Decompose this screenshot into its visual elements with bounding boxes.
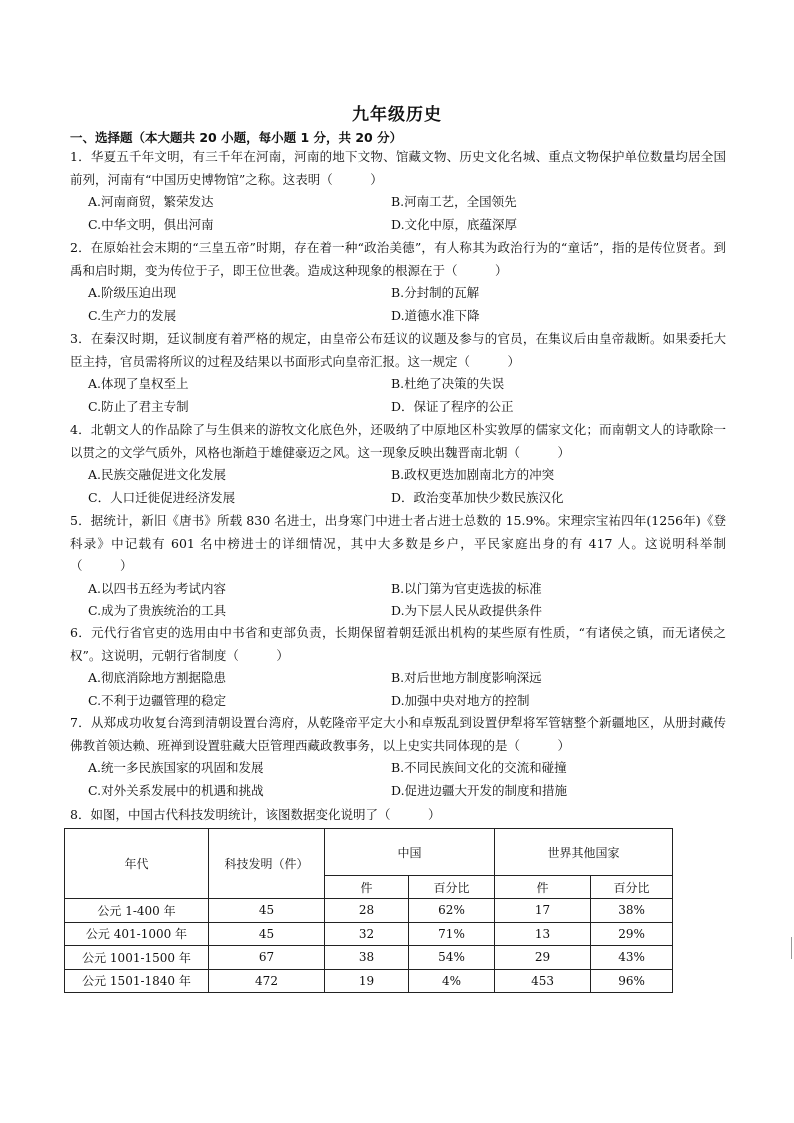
cell-world-percent: 96% bbox=[591, 969, 673, 993]
cell-world-count: 29 bbox=[495, 946, 591, 970]
question-options bbox=[70, 464, 726, 509]
question-1 bbox=[70, 146, 726, 236]
question-5 bbox=[70, 510, 726, 623]
cell-period: 公元 401-1000 年 bbox=[65, 922, 209, 946]
question-3 bbox=[70, 328, 726, 418]
question-stem: 3．在秦汉时期，廷议制度有着严格的规定，由皇帝公布廷议的议题及参与的官员，在集议后由皇帝裁断。如果委托大臣主持，官员需将所议的过程及结果以书面形式向皇帝汇报。这一规定（ ） bbox=[70, 331, 726, 369]
question-options bbox=[70, 191, 726, 236]
header-total: 科技发明（件） bbox=[209, 829, 325, 899]
cell-world-percent: 38% bbox=[591, 899, 673, 923]
option-b: B.对后世地方制度影响深远 bbox=[391, 670, 542, 685]
cell-china-percent: 62% bbox=[409, 899, 495, 923]
question-options bbox=[70, 667, 726, 712]
option-c: C.生产力的发展 bbox=[88, 307, 177, 323]
option-c: C.成为了贵族统治的工具 bbox=[88, 603, 227, 618]
invention-statistics-table bbox=[64, 828, 673, 993]
option-c: C.不利于边疆管理的稳定 bbox=[88, 692, 227, 708]
page-edge-mark bbox=[791, 937, 792, 959]
option-a: A.以四书五经为考试内容 bbox=[88, 580, 227, 596]
option-a: A.统一多民族国家的巩固和发展 bbox=[88, 760, 264, 775]
question-stem: 7．从郑成功收复台湾到清朝设置台湾府，从乾隆帝平定大小和卓叛乱到设置伊犁将军管辖整个新疆地区，从册封藏传佛教首领达赖、班禅到设置驻藏大臣管理西藏政教事务，以上史实共同体现的是（ ） bbox=[70, 715, 726, 753]
option-d: D.促进边疆大开发的制度和措施 bbox=[391, 782, 568, 798]
question-stem: 8．如图，中国古代科技发明统计，该图数据变化说明了（ ） bbox=[70, 807, 441, 822]
question-8 bbox=[70, 804, 726, 827]
table-row bbox=[65, 922, 673, 946]
section-heading: 一、选择题（本大题共 20 小题，每小题 1 分，共 20 分） bbox=[70, 130, 403, 145]
cell-period: 公元 1001-1500 年 bbox=[65, 946, 209, 970]
cell-china-count: 38 bbox=[325, 946, 409, 970]
cell-china-percent: 54% bbox=[409, 946, 495, 970]
question-options bbox=[70, 373, 726, 418]
header-world-count: 件 bbox=[495, 876, 591, 899]
question-options bbox=[70, 578, 726, 623]
question-options bbox=[70, 282, 726, 327]
cell-total: 45 bbox=[209, 922, 325, 946]
cell-china-percent: 71% bbox=[409, 922, 495, 946]
cell-world-percent: 43% bbox=[591, 946, 673, 970]
cell-china-count: 28 bbox=[325, 899, 409, 923]
option-a: A.彻底消除地方割据隐患 bbox=[88, 670, 227, 685]
cell-total: 472 bbox=[209, 969, 325, 993]
option-b: B.河南工艺，全国领先 bbox=[391, 194, 517, 209]
table-row bbox=[65, 969, 673, 993]
option-b: B.分封制的瓦解 bbox=[391, 285, 480, 300]
question-stem: 4．北朝文人的作品除了与生俱来的游牧文化底色外，还吸纳了中原地区朴实敦厚的儒家文化；而南朝文人的诗歌除一以贯之的文学气质外，风格也渐趋于雄健豪迈之风。这一现象反映出魏晋南北朝（ ） bbox=[70, 422, 726, 460]
option-c: C.防止了君主专制 bbox=[88, 398, 189, 414]
cell-world-count: 453 bbox=[495, 969, 591, 993]
question-stem: 2．在原始社会末期的“三皇五帝”时期，存在着一种“政治美德”，有人称其为政治行为的“童话”，指的是传位贤者。到禹和启时期，变为传位于子，即王位世袭。造成这种现象的根源在于（ ） bbox=[70, 240, 726, 278]
option-b: B.以门第为官吏选拔的标准 bbox=[391, 580, 542, 596]
cell-china-count: 19 bbox=[325, 969, 409, 993]
cell-world-percent: 29% bbox=[591, 922, 673, 946]
option-d: D.道德水准下降 bbox=[391, 307, 480, 323]
option-c: C．人口迁徙促进经济发展 bbox=[88, 489, 236, 505]
table-row bbox=[65, 946, 673, 970]
cell-world-count: 13 bbox=[495, 922, 591, 946]
question-stem: 5．据统计，新旧《唐书》所载 830 名进士，出身寒门中进士者占进士总数的 15.9%。宋理宗宝祐四年(1256年)《登科录》中记载有 601 名中榜进士的详细情况，其中大多数是乡户，平民家庭出身的有 417 人。这说明科举制（ ） bbox=[70, 513, 726, 573]
cell-world-count: 17 bbox=[495, 899, 591, 923]
option-d: D.文化中原，底蕴深厚 bbox=[391, 216, 518, 232]
cell-total: 67 bbox=[209, 946, 325, 970]
page-title: 九年级历史 bbox=[352, 105, 442, 125]
option-a: A.体现了皇权至上 bbox=[88, 376, 189, 391]
question-2 bbox=[70, 237, 726, 327]
question-options bbox=[70, 757, 726, 802]
option-a: A.河南商贸，繁荣发达 bbox=[88, 194, 214, 209]
header-china-percent: 百分比 bbox=[409, 876, 495, 899]
option-c: C.中华文明，俱出河南 bbox=[88, 216, 214, 232]
option-d: D．政治变革加快少数民族汉化 bbox=[391, 489, 564, 505]
header-world-percent: 百分比 bbox=[591, 876, 673, 899]
cell-china-count: 32 bbox=[325, 922, 409, 946]
option-a: A.阶级压迫出现 bbox=[88, 285, 177, 300]
option-c: C.对外关系发展中的机遇和挑战 bbox=[88, 782, 264, 798]
cell-total: 45 bbox=[209, 899, 325, 923]
option-b: B.杜绝了决策的失误 bbox=[391, 376, 505, 391]
option-b: B.政权更迭加剧南北方的冲突 bbox=[391, 467, 555, 482]
header-world: 世界其他国家 bbox=[495, 829, 673, 876]
cell-period: 公元 1501-1840 年 bbox=[65, 969, 209, 993]
header-china-count: 件 bbox=[325, 876, 409, 899]
option-d: D.为下层人民从政提供条件 bbox=[391, 603, 543, 618]
question-4 bbox=[70, 419, 726, 509]
header-period: 年代 bbox=[65, 829, 209, 899]
option-d: D.加强中央对地方的控制 bbox=[391, 692, 530, 708]
question-6 bbox=[70, 622, 726, 712]
option-a: A.民族交融促进文化发展 bbox=[88, 467, 227, 482]
question-7 bbox=[70, 712, 726, 802]
question-stem: 1．华夏五千年文明，有三千年在河南，河南的地下文物、馆藏文物、历史文化名城、重点文物保护单位数量均居全国前列，河南有“中国历史博物馆”之称。这表明（ ） bbox=[70, 149, 726, 187]
cell-china-percent: 4% bbox=[409, 969, 495, 993]
option-d: D．保证了程序的公正 bbox=[391, 398, 514, 414]
cell-period: 公元 1-400 年 bbox=[65, 899, 209, 923]
header-china: 中国 bbox=[325, 829, 495, 876]
table-row bbox=[65, 899, 673, 923]
question-stem: 6．元代行省官吏的选用由中书省和吏部负责，长期保留着朝廷派出机构的某些原有性质，“有诸侯之镇，而无诸侯之权”。这说明，元朝行省制度（ ） bbox=[70, 625, 726, 663]
option-b: B.不同民族间文化的交流和碰撞 bbox=[391, 760, 567, 775]
